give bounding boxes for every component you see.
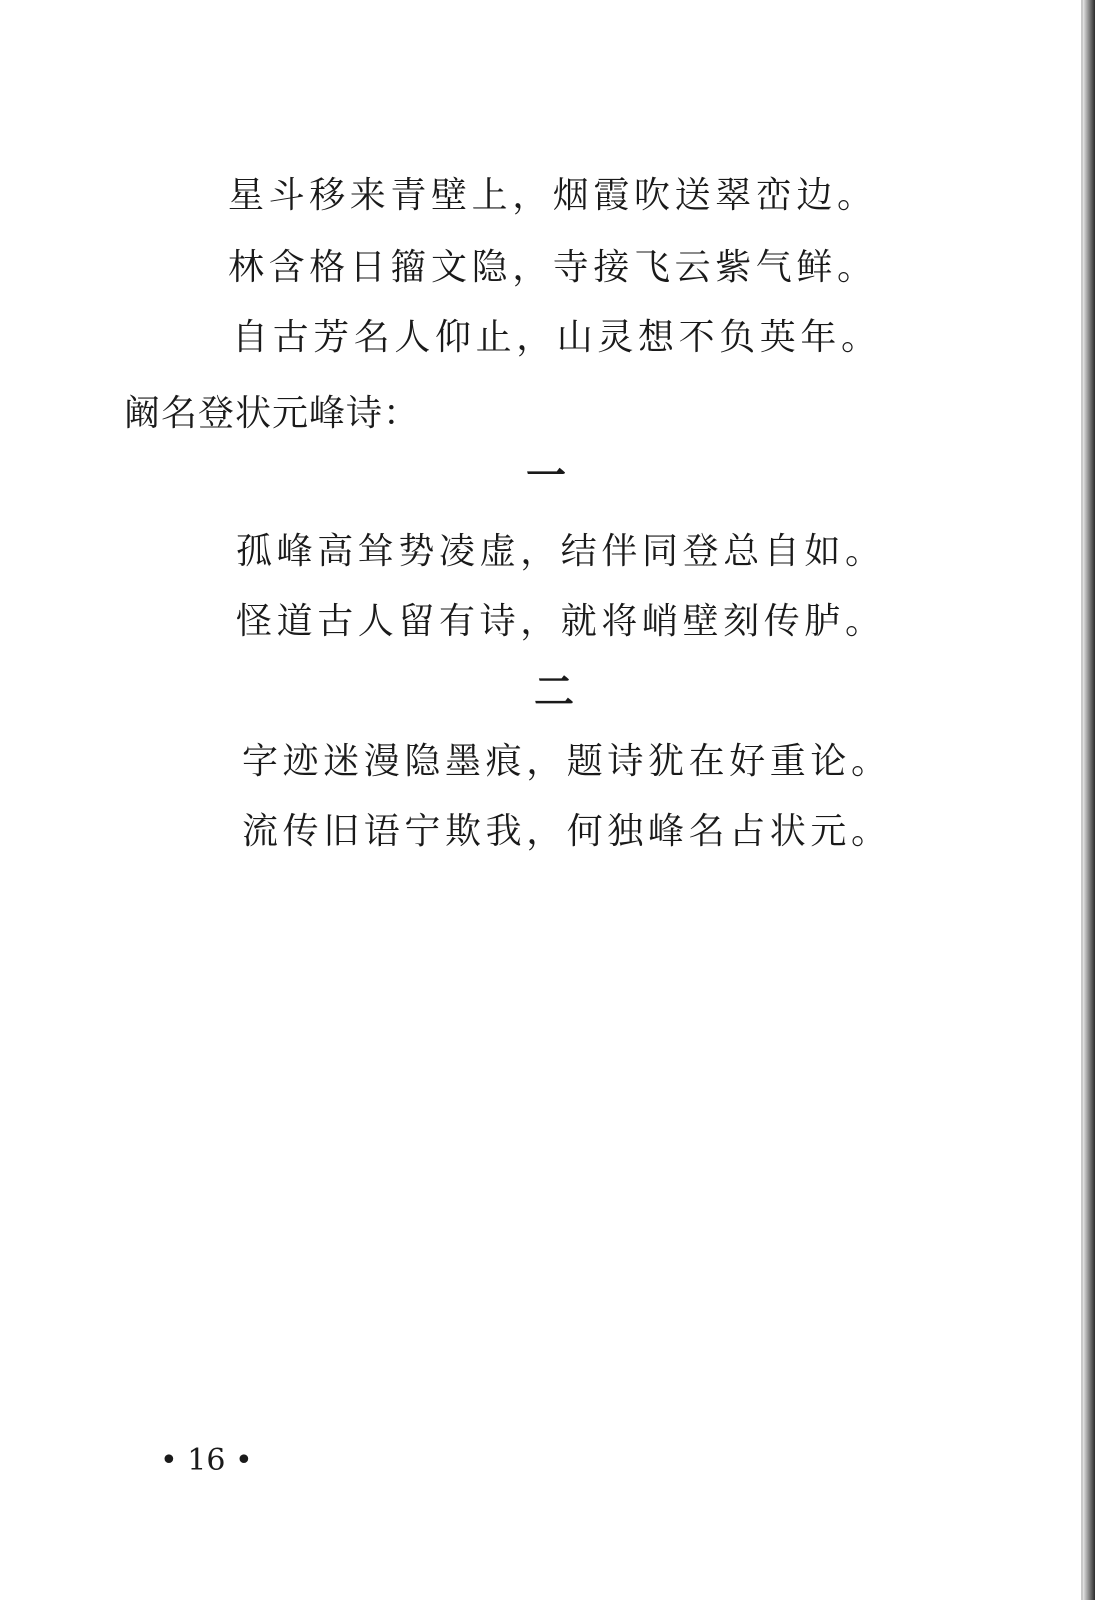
page-edge-shadow [1083,0,1095,1600]
poem-line: 自古芳名人仰止，山灵想不负英年。 [232,317,882,358]
poem-line: 孤峰高耸势凌虚，结伴同登总自如。 [236,531,886,572]
poem-line: 林含格日籀文隐，寺接飞云紫气鲜。 [228,247,878,288]
poem-line: 流传旧语宁欺我，何独峰名占状元。 [242,811,892,852]
section-heading: 阚名登状元峰诗： [124,393,421,434]
poem-line: 星斗移来青壁上，烟霞吹送翠峦边。 [228,175,878,216]
poem-numeral: 二 [534,668,574,715]
page-number: • 16 • [160,1443,253,1478]
poem-line: 字迹迷漫隐墨痕，题诗犹在好重论。 [242,741,892,782]
poem-numeral: 一 [526,452,566,499]
poem-line: 怪道古人留有诗，就将峭壁刻传胪。 [236,601,886,642]
